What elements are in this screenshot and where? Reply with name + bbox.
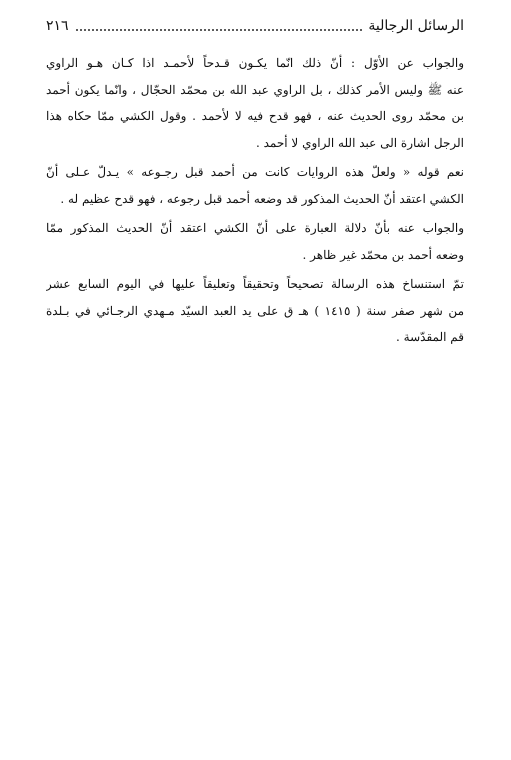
paragraph-3	[46, 215, 464, 268]
text-line: الكشي اعتقد أنّ الحديث المذكور قد وضعه أحمد قبل رجوعه ، فهو قدح عظيم له .	[60, 191, 464, 206]
text-line: وضعه أحمد بن محمّد غير ظاهر .	[302, 247, 464, 262]
body-text	[46, 50, 464, 351]
text-line: بن محمّد روى الحديث عنه ، فهو قدح فيه لا لأحمد . وقول الكشي ممّا حكاه هذا	[46, 109, 464, 123]
text-line: عنه ﷺ وليس الأمر كذلك ، بل الراوي عبد الله بن محمّد الحجّال ، وانّما يكون أحمد	[46, 82, 464, 97]
running-header	[46, 14, 464, 38]
text-line: الرجل اشارة الى عبد الله الراوي لا أحمد .	[255, 135, 464, 150]
text-line: والجواب عنه بأنّ دلالة العبارة على أنّ الكشي اعتقد أنّ الحديث المذكور ممّا	[46, 221, 464, 235]
text-line: والجواب عن الأوّل : أنّ ذلك انّما يكـون قـدحاً لأحمـد اذا كـان هـو الراوي	[46, 56, 464, 70]
paragraph-2	[46, 159, 464, 212]
text-line: تمّ استنساخ هذه الرسالة تصحيحاً وتحقيقاً وتعليقاً عليها في اليوم السابع عشر	[46, 277, 464, 291]
paragraph-1	[46, 50, 464, 156]
text-line: نعم قوله « ولعلّ هذه الروايات كانت من أحمد قبل رجـوعه » يـدلّ عـلى أنّ	[46, 165, 464, 179]
page-number: ٢١٦	[46, 18, 69, 34]
paragraph-4	[46, 271, 464, 351]
header-title: الرسائل الرجالية	[368, 18, 464, 34]
text-line: من شهر صفر سنة ( ١٤١٥ ) هـ ق على يد العبد السيّد مـهدي الرجـائي في بـلدة	[46, 303, 464, 318]
text-line: قم المقدّسة .	[396, 330, 464, 344]
header-dot-leader	[75, 29, 363, 31]
